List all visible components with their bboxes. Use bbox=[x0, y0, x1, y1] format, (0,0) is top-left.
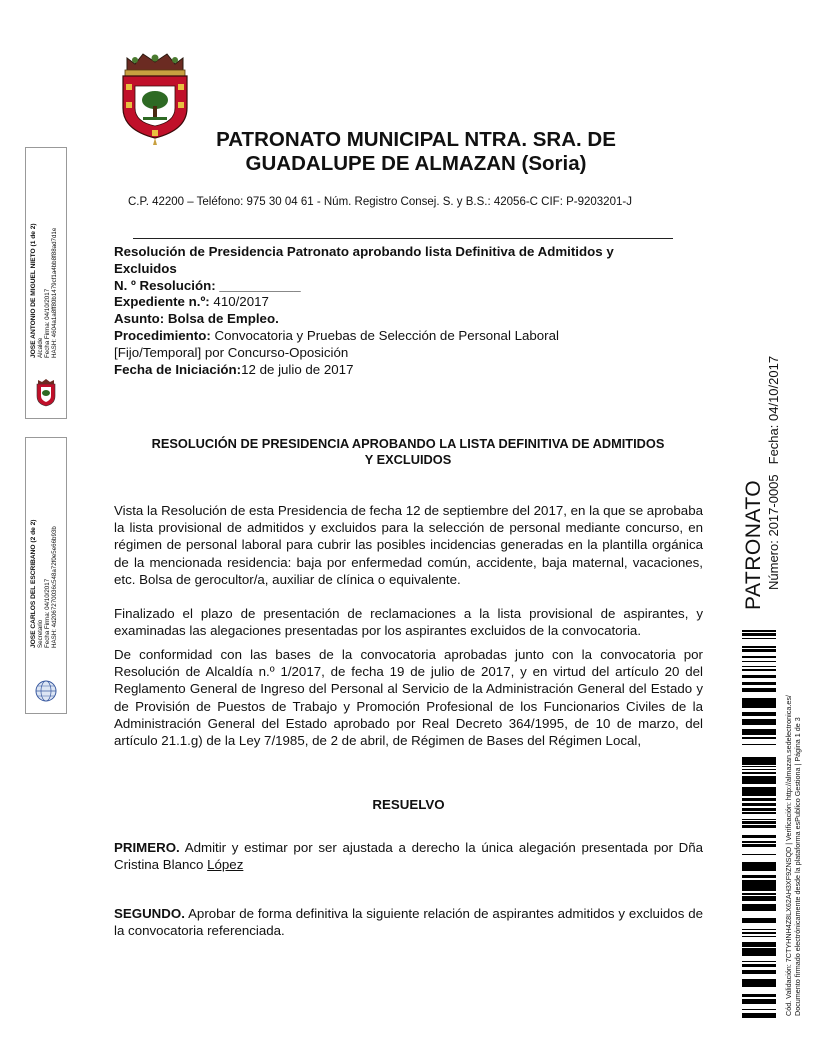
contact-line: C.P. 42200 – Teléfono: 975 30 04 61 - Núm. Registro Consej. S. y B.S.: 42056-C CIF: P-9203201-J bbox=[128, 196, 632, 208]
paragraph-primero bbox=[114, 839, 703, 873]
asunto-label: Asunto: bbox=[114, 311, 165, 327]
signature-box-2 bbox=[25, 437, 67, 714]
resuelvo-heading: RESUELVO bbox=[372, 797, 445, 812]
organization-title bbox=[196, 128, 636, 176]
paragraph-segundo bbox=[114, 905, 703, 939]
mini-coat-of-arms-icon bbox=[33, 378, 59, 408]
stamp-numero: Número: 2017-0005 bbox=[766, 474, 781, 590]
signature-2-role: Secretario bbox=[37, 619, 44, 648]
signature-1-date: Fecha Firma: 04/10/2017 bbox=[44, 288, 51, 358]
signature-1-hash: HASH: 4604a1a8ff80b1479cf1a4bb8f88ad7d1e bbox=[51, 227, 58, 358]
globe-seal-icon bbox=[33, 676, 59, 706]
primero-text: Admitir y estimar por ser ajustada a derecho la única alegación presentada por Dña Cristina Blanco bbox=[114, 840, 703, 873]
expediente-value: 410/2017 bbox=[209, 294, 269, 310]
procedimiento-value: Convocatoria y Pruebas de Selección de Personal Laboral bbox=[210, 327, 559, 343]
signature-2-text bbox=[30, 520, 58, 648]
primero-name: López bbox=[207, 857, 244, 873]
document-heading-line1: Resolución de Presidencia Patronato aprobando lista Definitiva de Admitidos y bbox=[114, 244, 614, 259]
signature-2-name: JOSE CARLOS DEL ESCRIBANO (2 de 2) bbox=[30, 519, 37, 648]
coat-of-arms-icon bbox=[113, 50, 197, 146]
segundo-label: SEGUNDO. bbox=[114, 906, 185, 921]
header-divider bbox=[133, 238, 673, 239]
primero-label: PRIMERO. bbox=[114, 840, 180, 855]
signature-2-hash: HASH: 4d2067270036c548a72f0e5e66b93b bbox=[51, 526, 58, 648]
stamp-title: PATRONATO bbox=[742, 479, 765, 610]
document-metadata bbox=[114, 244, 674, 378]
paragraph-vista: Vista la Resolución de esta Presidencia de fecha 12 de septiembre del 2017, en la que se aprobaba la lista provisional de admitidos y excluidos para la selección de personal mediante concurso, en régimen de personal laboral para cubrir las posibles incidencias generadas en la plantilla orgánica de la mencionada residencia: baja por enfermedad común, accidente, baja maternal, vacaciones, etc. Bolsa de gerocultor/a, auxiliar de clínica o equivalente. bbox=[114, 503, 703, 587]
segundo-text: Aprobar de forma definitiva la siguiente relación de aspirantes admitidos y excluidos de la convocatoria referenciada. bbox=[114, 906, 703, 939]
paragraph-conformidad: De conformidad con las bases de la convocatoria aprobadas junto con la convocatoria por Resolución de Alcaldía n.º 1/2017, de fecha 19 de julio de 2017, y en virtud del artículo 20 del Reglamento General de Ingreso del Personal al Servicio de la Administración General del Estado y de Provisión de Puestos de Trabajo y Promoción Profesional de los Funcionarios Civiles de la Administración General del Estado aprobado por Real Decreto 364/1995, de 10 de marzo, del artículo 21.1.g) de la Ley 7/1985, de 2 de abril, de Régimen de Bases del Régimen Local, bbox=[114, 647, 703, 749]
stamp-fecha: Fecha: 04/10/2017 bbox=[766, 355, 781, 465]
signature-box-1 bbox=[25, 147, 67, 419]
signature-1-role: Alcalde bbox=[37, 337, 44, 358]
validation-code-line1: Cód. Validación: 7CTYHNH4Z8LX62AH3XF9ZNSQD | Verificación: http://almazan.sedelectronica.es/ bbox=[784, 695, 793, 1016]
expediente-label: Expediente n.º: bbox=[114, 294, 210, 310]
signature-1-text bbox=[30, 223, 58, 358]
barcode-icon bbox=[742, 630, 776, 1018]
asunto-value: Bolsa de Empleo. bbox=[164, 311, 279, 327]
procedimiento-label: Procedimiento: bbox=[114, 327, 211, 343]
resolution-title bbox=[112, 436, 704, 468]
fecha-iniciacion-label: Fecha de Iniciación: bbox=[114, 361, 242, 377]
document-heading-line2: Excluidos bbox=[114, 260, 177, 276]
resolution-title-line1: RESOLUCIÓN DE PRESIDENCIA APROBANDO LA LISTA DEFINITIVA DE ADMITIDOS bbox=[151, 436, 665, 451]
organization-title-line1: PATRONATO MUNICIPAL NTRA. SRA. DE bbox=[216, 128, 616, 151]
signature-2-date: Fecha Firma: 04/10/2017 bbox=[44, 578, 51, 648]
validation-code-line2: Documento firmado electrónicamente desde la plataforma esPublico Gestiona | Página 1 de 3 bbox=[793, 717, 802, 1016]
paragraph-finalizado: Finalizado el plazo de presentación de reclamaciones a la lista provisional de aspirantes, y examinadas las alegaciones presentadas por los aspirantes excluidos de la convocatoria. bbox=[114, 606, 703, 639]
resolution-title-line2: Y EXCLUIDOS bbox=[364, 452, 452, 467]
stamp-details bbox=[766, 346, 781, 590]
organization-title-line2: GUADALUPE DE ALMAZAN (Soria) bbox=[245, 152, 587, 175]
validation-code bbox=[784, 695, 802, 1016]
signature-1-name: JOSE ANTONIO DE MIGUEL NIETO (1 de 2) bbox=[30, 223, 37, 358]
fecha-iniciacion-value: 12 de julio de 2017 bbox=[241, 361, 354, 377]
resolucion-number: N. º Resolución: ___________ bbox=[114, 277, 301, 293]
procedimiento-value-cont: [Fijo/Temporal] por Concurso-Oposición bbox=[114, 344, 349, 360]
